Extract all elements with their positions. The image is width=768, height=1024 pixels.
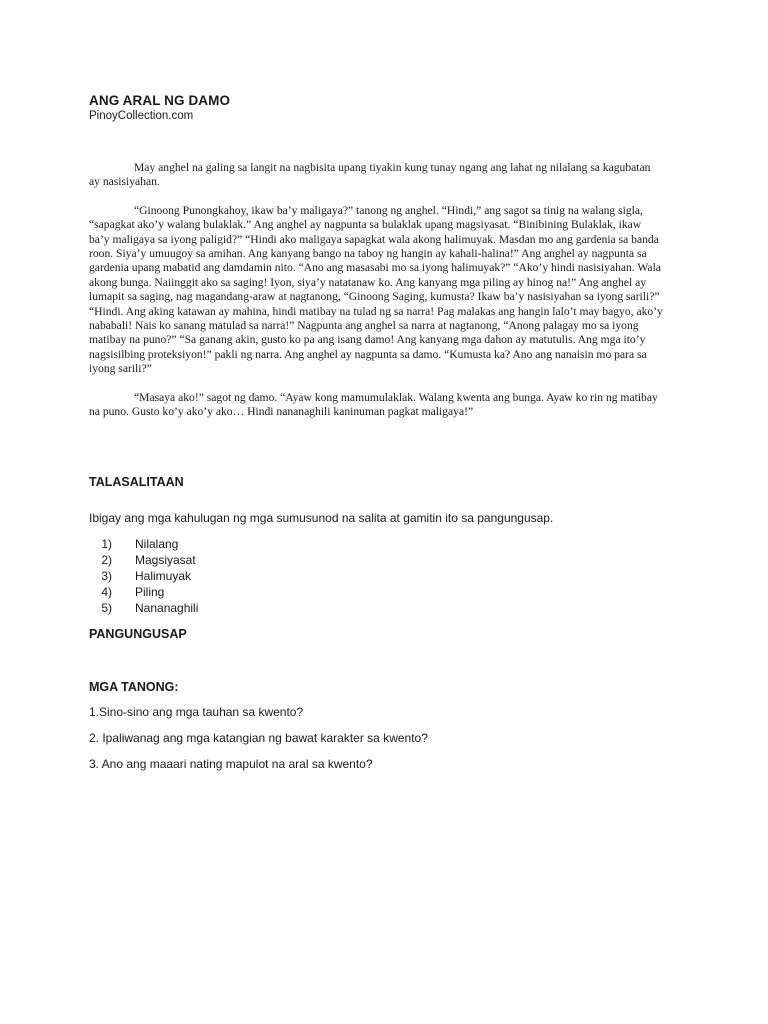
vocabulary-word: Piling [135,585,165,599]
vocabulary-number: 1) [101,537,112,551]
document-title: ANG ARAL NG DAMO [89,93,231,108]
story-paragraph: “Ginoong Punongkahoy, ikaw ba’y maligaya?” tanong ng anghel. “Hindi,” ang sagot sa tinig na walang sigla, “sapagkat ako’y walang bulaklak.” Ang anghel ay nagpunta sa bulaklak upang magsiyasat. “Binibining Bulaklak, ikaw ba’y maligaya sa iyong paligid?” “Hindi ako maligaya sapagkat wala akong halimuyak. Masdan mo ang gardenia sa banda roon. Siya’y umuugoy sa amihan. Ang kanyang bango na taboy ng hangin ay kahali-halina!” Ang anghel ay nagpunta sa gardenia upang mabatid ang damdamin nito. “Ano ang masasabi mo sa iyong halimuyak?” “Ako’y hindi nasisiyahan. Wala akong bunga. Naiinggit ako sa saging! Iyon, siya’y natatanaw ko. Ang kanyang mga piling ay hinog na!” Ang anghel ay lumapit sa saging, nag magandang-araw at nagtanong, “Ginoong Saging, kumusta? Ikaw ba’y nasisiyahan sa iyong sarili?” “Hindi. Ang aking katawan ay mahina, hindi matibay na tulad ng sa narra! Pag malakas ang hangin lalo’t may bagyo, ako’y nababali! Nais ko sanang matulad sa narra!” Nagpunta ang anghel sa narra at nagtanong, “Anong palagay mo sa iyong matibay na puno?” “Sa ganang akin, gusto ko pa ang isang damo! Ang kanyang mga dahon ay matutulis. Ang mga ito’y nagsisilbing proteksiyon!” pakli ng narra. Ang anghel ay nagpunta sa damo. “Kumusta ka? Ano ang nanaisin mo para sa iyong sarili?” [89,203,663,376]
vocabulary-item [89,536,179,552]
vocabulary-word: Halimuyak [135,569,192,583]
vocabulary-number: 2) [101,553,112,567]
vocabulary-word: Nananaghili [135,601,199,615]
talasalitaan-heading: TALASALITAAN [89,475,184,489]
story-body [89,161,664,434]
vocabulary-number: 5) [101,601,112,615]
mga-tanong-heading: MGA TANONG: [89,680,179,694]
vocabulary-item [89,568,192,584]
vocabulary-item [89,584,165,600]
vocabulary-number: 4) [101,585,112,599]
question-item: 2. Ipaliwanag ang mga katangian ng bawat karakter sa kwento? [89,731,428,745]
talasalitaan-instruction: Ibigay ang mga kahulugan ng mga sumusunod na salita at gamitin ito sa pangungusap. [89,511,554,525]
question-item: 3. Ano ang maaari nating mapulot na aral sa kwento? [89,757,373,771]
vocabulary-number: 3) [101,569,112,583]
story-paragraph: “Masaya ako!” sagot ng damo. “Ayaw kong mamumulaklak. Walang kwenta ang bunga. Ayaw ko rin ng matibay na puno. Gusto ko’y ako’y ako… Hindi nananaghili kaninuman pagkat maligaya!” [89,390,658,419]
vocabulary-item [89,600,199,616]
pangungusap-heading: PANGUNGUSAP [89,627,187,641]
vocabulary-item [89,552,196,568]
vocabulary-word: Nilalang [135,537,179,551]
question-item: 1.Sino-sino ang mga tauhan sa kwento? [89,705,304,719]
vocabulary-word: Magsiyasat [135,553,196,567]
vocabulary-list [89,536,199,616]
story-paragraph: May anghel na galing sa langit na nagbisita upang tiyakin kung tunay ngang ang lahat ng nilalang sa kagubatan ay nasisiyahan. [89,161,651,189]
document-source: PinoyCollection.com [89,110,194,122]
